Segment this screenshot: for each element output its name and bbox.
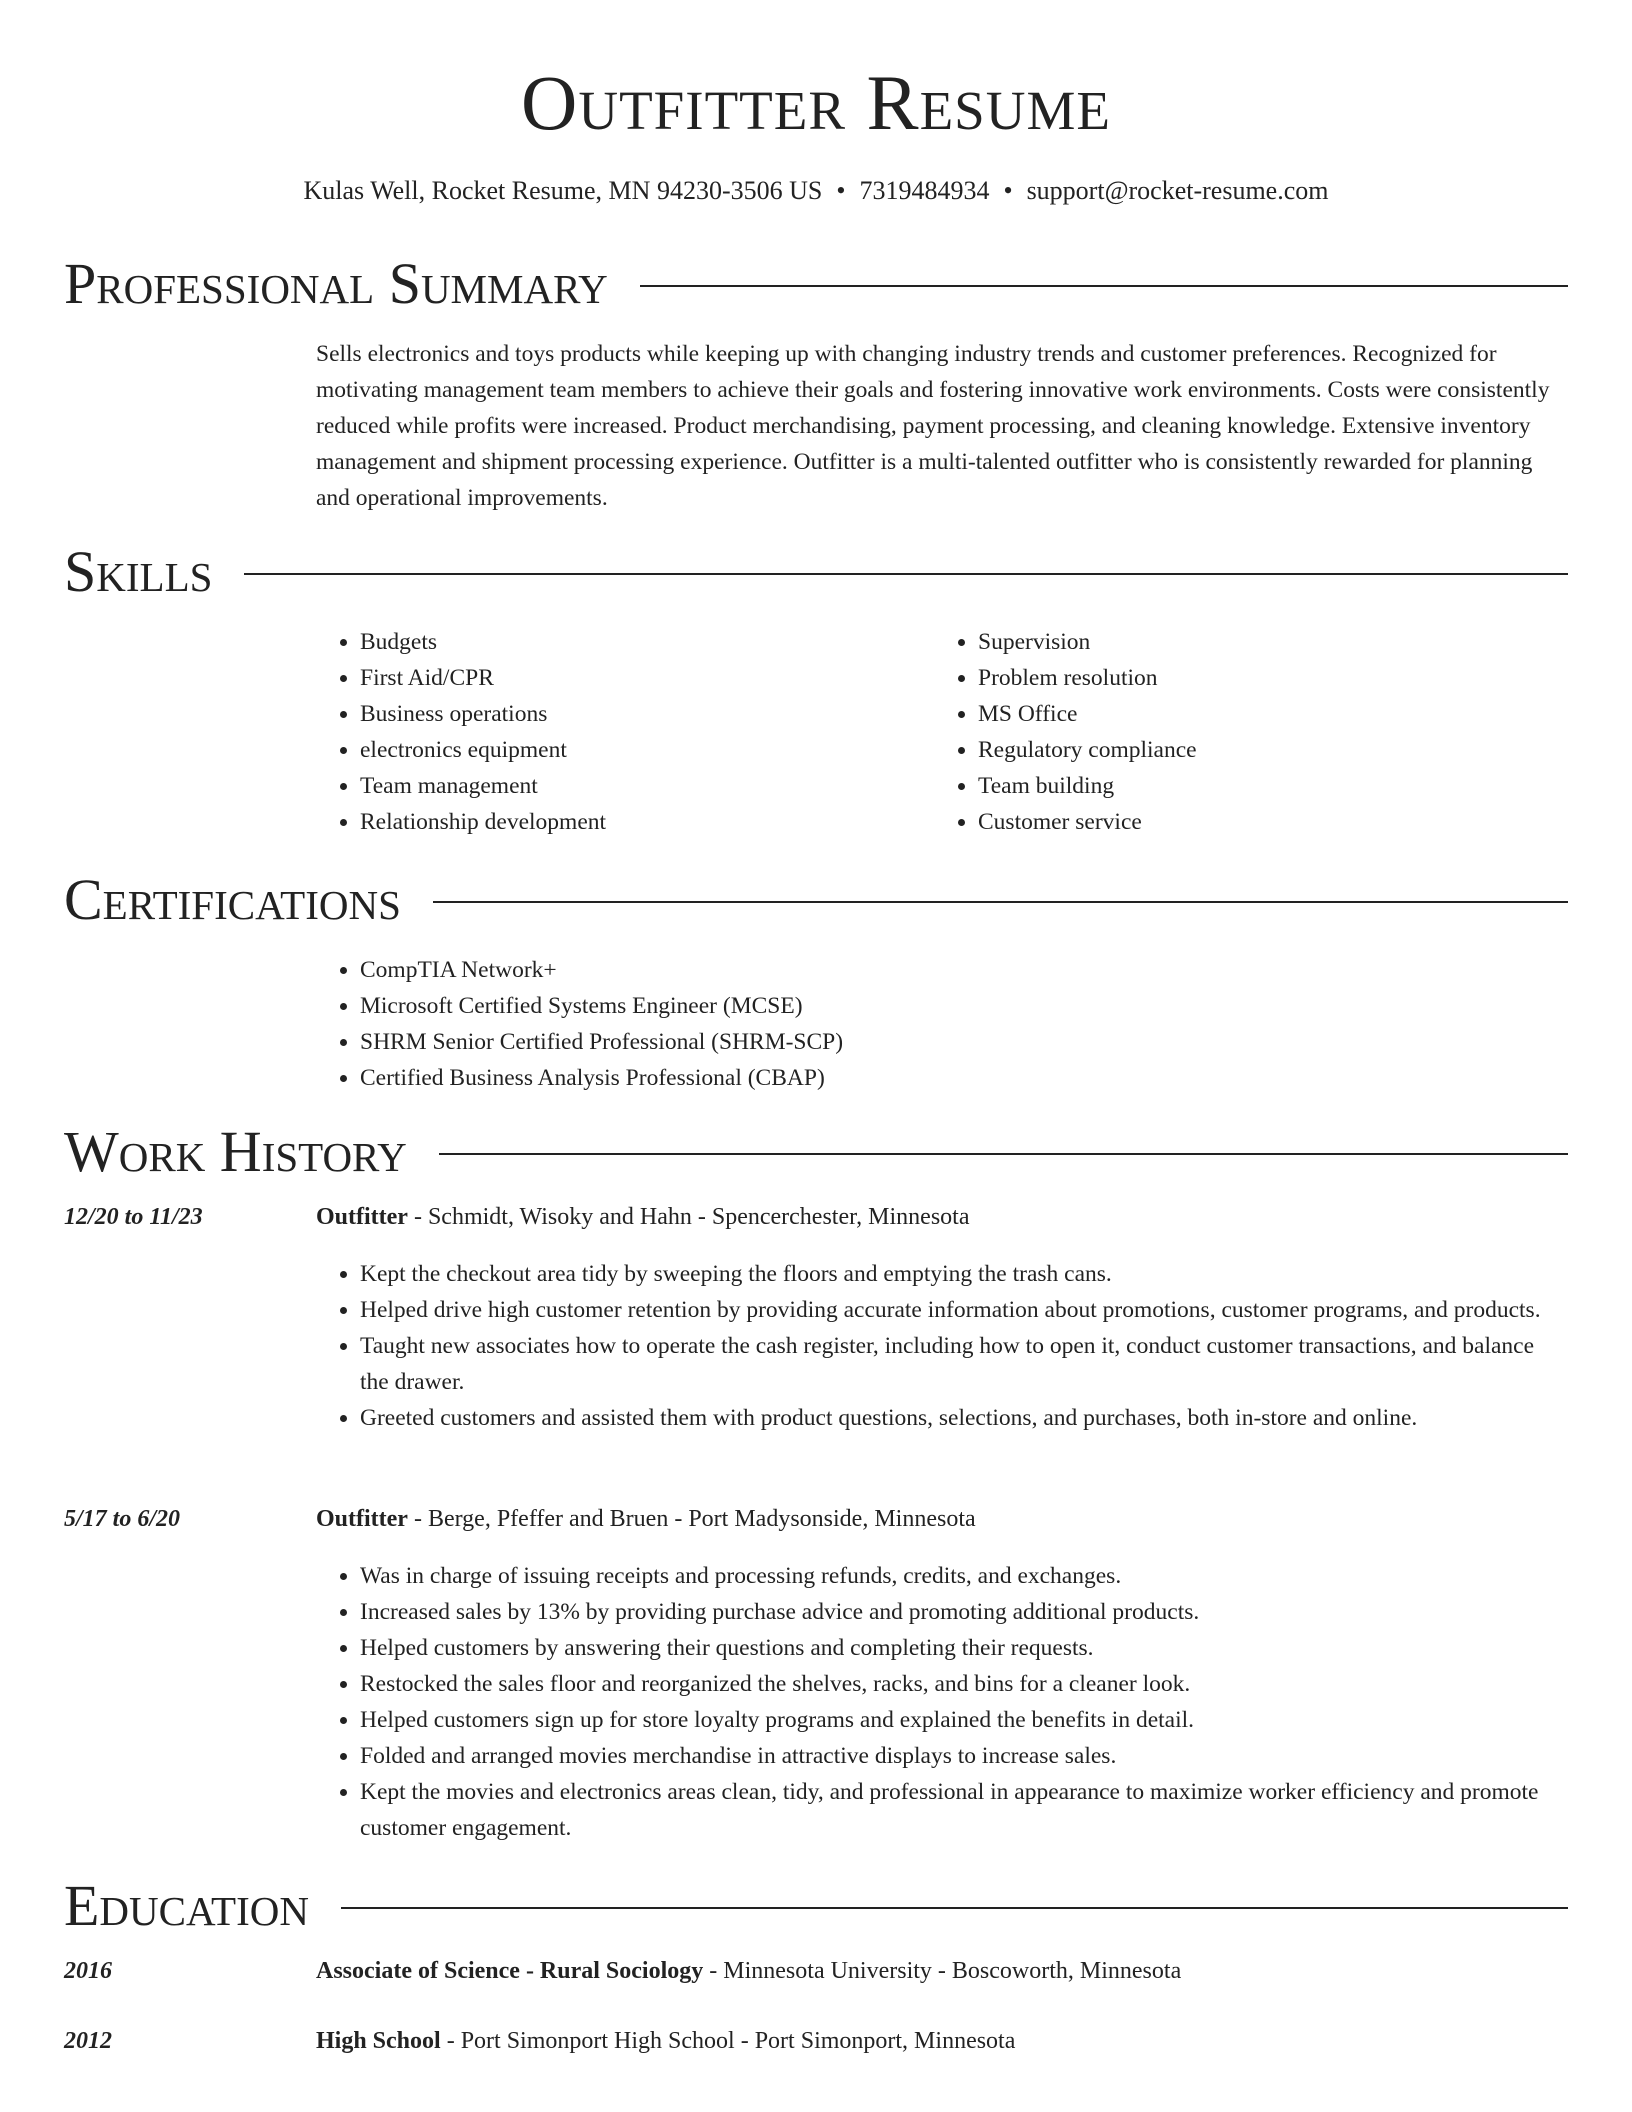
job-title: Outfitter	[316, 1204, 408, 1230]
skill-item: • Supervision	[978, 624, 1552, 660]
job-bullets	[316, 1256, 1568, 1436]
job-bullet: • Greeted customers and assisted them with product questions, selections, and purchases, both in-store and online.	[360, 1400, 1568, 1436]
section-skills-header	[64, 540, 1568, 604]
job-header	[316, 1200, 1568, 1234]
certification-item: • Microsoft Certified Systems Engineer (MCSE)	[360, 988, 1568, 1024]
education-degree: Associate of Science - Rural Sociology	[316, 1958, 704, 1984]
education-entry	[316, 1954, 1568, 1988]
section-title: Education	[64, 1873, 309, 1938]
education-school: - Port Simonport High School - Port Simonport, Minnesota	[440, 2028, 1016, 2054]
section-title: Professional Summary	[64, 251, 608, 316]
section-title: Work History	[64, 1119, 407, 1184]
skill-item: • Problem resolution	[978, 660, 1552, 696]
education-year: 2016	[64, 1958, 112, 1984]
section-education-header	[64, 1874, 1568, 1938]
job-company: - Berge, Pfeffer and Bruen - Port Madysonside, Minnesota	[407, 1506, 976, 1532]
section-rule	[439, 1153, 1568, 1155]
skill-item: • Team management	[360, 768, 934, 804]
section-work-header	[64, 1120, 1568, 1184]
separator: •	[836, 176, 846, 205]
section-rule	[640, 285, 1568, 287]
section-summary-header	[64, 252, 1568, 316]
skill-item: • MS Office	[978, 696, 1552, 732]
job-dates: 5/17 to 6/20	[64, 1506, 181, 1532]
separator: •	[1003, 176, 1013, 205]
job-dates: 12/20 to 11/23	[64, 1204, 203, 1230]
education-school: - Minnesota University - Boscoworth, Minnesota	[703, 1958, 1182, 1984]
section-rule	[433, 901, 1568, 903]
certification-item: • CompTIA Network+	[360, 952, 1568, 988]
skills-list	[316, 624, 1568, 840]
job-bullet: • Helped drive high customer retention by providing accurate information about promotions, customer programs, and products.	[360, 1292, 1568, 1328]
job-bullet: • Kept the movies and electronics areas clean, tidy, and professional in appearance to maximize worker efficiency and promote customer engagement.	[360, 1774, 1568, 1846]
certifications-list	[316, 952, 1568, 1096]
job-bullet: • Helped customers sign up for store loyalty programs and explained the benefits in detail.	[360, 1702, 1568, 1738]
skill-item: • Regulatory compliance	[978, 732, 1552, 768]
education-degree: High School	[316, 2028, 441, 2054]
contact-line	[0, 174, 1632, 208]
job-bullet: • Taught new associates how to operate the cash register, including how to open it, conduct customer transactions, and balance the drawer.	[360, 1328, 1568, 1400]
certification-item: • SHRM Senior Certified Professional (SHRM-SCP)	[360, 1024, 1568, 1060]
job-bullet: • Restocked the sales floor and reorganized the shelves, racks, and bins for a cleaner look.	[360, 1666, 1568, 1702]
section-rule	[341, 1907, 1568, 1909]
section-rule	[244, 573, 1568, 575]
job-bullet: • Helped customers by answering their questions and completing their requests.	[360, 1630, 1568, 1666]
job-header	[316, 1502, 1568, 1536]
skill-item: • Business operations	[360, 696, 934, 732]
job-bullet: • Was in charge of issuing receipts and processing refunds, credits, and exchanges.	[360, 1558, 1568, 1594]
skills-column-right	[934, 624, 1552, 840]
job-bullet: • Increased sales by 13% by providing purchase advice and promoting additional products.	[360, 1594, 1568, 1630]
section-title: Certifications	[64, 867, 401, 932]
job-bullets	[316, 1558, 1568, 1846]
education-entry	[316, 2024, 1568, 2058]
skills-column-left	[316, 624, 934, 840]
section-title: Skills	[64, 539, 213, 604]
section-certifications-header	[64, 868, 1568, 932]
job-bullet: • Folded and arranged movies merchandise in attractive displays to increase sales.	[360, 1738, 1568, 1774]
job-title: Outfitter	[316, 1506, 408, 1532]
certification-item: • Certified Business Analysis Professional (CBAP)	[360, 1060, 1568, 1096]
skill-item: • Team building	[978, 768, 1552, 804]
skill-item: • Budgets	[360, 624, 934, 660]
skill-item: • Relationship development	[360, 804, 934, 840]
phone: 7319484934	[859, 176, 990, 205]
job-bullet: • Kept the checkout area tidy by sweeping the floors and emptying the trash cans.	[360, 1256, 1568, 1292]
resume-title: Outfitter Resume	[521, 59, 1111, 146]
summary-text: Sells electronics and toys products while keeping up with changing industry trends and customer preferences. Recognized for motivating management team members to achieve their goals and fostering innovative work environments. Costs were consistently reduced while profits were increased. Product merchandising, payment processing, and cleaning knowledge. Extensive inventory management and shipment processing experience. Outfitter is a multi-talented outfitter who is consistently rewarded for planning and operational improvements.	[316, 341, 1550, 511]
skill-item: • Customer service	[978, 804, 1552, 840]
skill-item: • First Aid/CPR	[360, 660, 934, 696]
address: Kulas Well, Rocket Resume, MN 94230-3506 US	[303, 176, 823, 205]
job-company: - Schmidt, Wisoky and Hahn - Spencerchester, Minnesota	[407, 1204, 970, 1230]
education-year: 2012	[64, 2028, 112, 2054]
email[interactable]: support@rocket-resume.com	[1026, 176, 1329, 205]
skill-item: • electronics equipment	[360, 732, 934, 768]
